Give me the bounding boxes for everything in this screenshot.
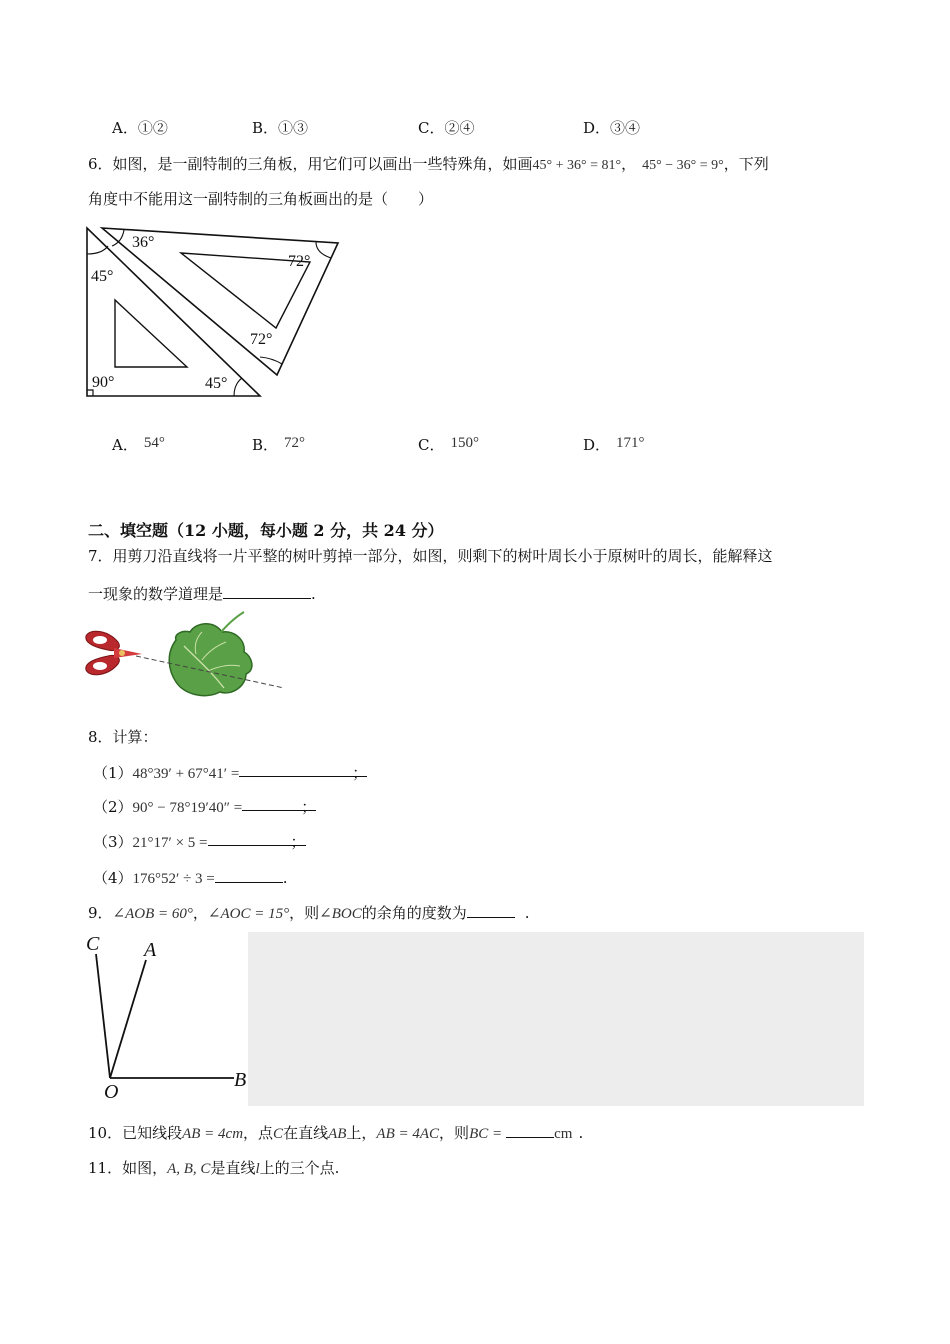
label-90: 90° <box>92 374 115 391</box>
q8-item-1: （1）48°39′ + 67°41′ = ； <box>93 764 368 782</box>
label-45-bottom: 45° <box>205 375 228 392</box>
ruler-45-inner <box>115 300 187 367</box>
label-36: 36° <box>132 234 155 251</box>
q5-option-a: A．①② <box>112 119 168 137</box>
label-b: B <box>234 1069 247 1091</box>
label-c: C <box>86 933 100 955</box>
triangle-rulers-figure <box>84 220 346 400</box>
q8-blank-4[interactable] <box>215 868 283 883</box>
q5-option-b: B．①③ <box>252 119 309 137</box>
q10-line: 10．已知线段AB = 4cm，点C在直线AB上，AB = 4AC，则BC = cm . <box>88 1124 584 1142</box>
label-a: A <box>144 939 157 961</box>
q10-answer-blank[interactable] <box>506 1123 554 1138</box>
q6-option-b: B． 72° <box>252 435 306 454</box>
q5-option-c: C．②④ <box>418 119 475 137</box>
scissors-leaf-figure <box>84 608 294 703</box>
q6-line1: 6．如图，是一副特制的三角板，用它们可以画出一些特殊角，如画45° + 36° = 81°， 45° − 36° = 9°，下列 <box>88 155 769 173</box>
q9-line: 9．∠AOB = 60°，∠AOC = 15°，则∠BOC的余角的度数为 . <box>88 904 530 922</box>
q8-item-4: （4）176°52′ ÷ 3 = . <box>93 869 288 887</box>
q6-line2: 角度中不能用这一副特制的三角板画出的是（ ） <box>88 190 434 208</box>
gray-answer-area <box>248 932 864 1106</box>
q6-option-c: C． 150° <box>418 435 479 454</box>
q6-option-a: A． 54° <box>112 435 165 454</box>
q5-option-d: D．③④ <box>583 119 641 137</box>
q8-blank-3[interactable]: ； <box>208 831 306 846</box>
q7-answer-blank[interactable] <box>223 584 311 599</box>
q6-option-d: D． 171° <box>583 435 645 454</box>
q11-line: 11．如图，A, B, C是直线l上的三个点. <box>88 1159 340 1177</box>
section-heading: 二、填空题（12 小题，每小题 2 分，共 24 分） <box>88 521 444 540</box>
q8-title: 8．计算： <box>88 728 158 746</box>
ray-oa <box>110 960 146 1078</box>
label-45-left: 45° <box>91 268 114 285</box>
q8-item-2: （2）90° − 78°19′40″ = ； <box>93 798 317 816</box>
angle-figure <box>84 932 250 1102</box>
q8-blank-1[interactable]: ； <box>239 762 367 777</box>
scissors-icon <box>86 631 142 675</box>
leaf-icon <box>169 624 252 696</box>
label-o: O <box>104 1081 119 1102</box>
q8-item-3: （3）21°17′ × 5 = ； <box>93 833 306 851</box>
q7-line1: 7．用剪刀沿直线将一片平整的树叶剪掉一部分，如图，则剩下的树叶周长小于原树叶的周长，能解释这 <box>88 547 773 565</box>
q9-answer-blank[interactable] <box>467 903 515 918</box>
q8-blank-2[interactable]: ； <box>242 796 316 811</box>
ray-oc <box>96 954 110 1078</box>
q7-line2: 一现象的数学道理是 . <box>88 585 316 603</box>
ruler-45-outer <box>87 228 260 396</box>
label-72-top: 72° <box>288 253 311 270</box>
label-72-mid: 72° <box>250 331 273 348</box>
